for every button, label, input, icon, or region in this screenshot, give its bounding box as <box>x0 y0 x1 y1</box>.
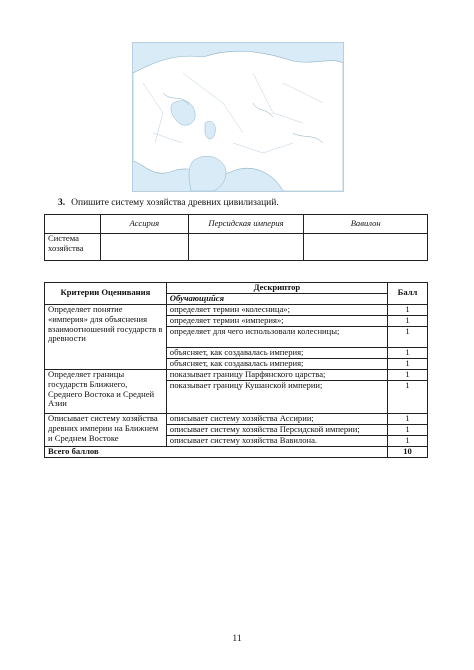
rubric-subheader: Обучающийся <box>166 293 387 304</box>
descriptor-cell: показывает границу Кушанской империи; <box>166 380 387 413</box>
rubric-header-criteria: Критерии Оценивания <box>45 283 167 305</box>
rubric-header-descriptor: Дескриптор <box>166 283 387 294</box>
answer-table-corner <box>45 215 101 234</box>
answer-cell-assyria[interactable] <box>100 234 188 261</box>
answer-table-header-assyria: Ассирия <box>100 215 188 234</box>
score-cell: 1 <box>388 413 428 424</box>
rubric-table <box>44 282 428 458</box>
criterion-cell: Определяет понятие «империя» для объяснения взаимоотношений государств в древности <box>45 304 167 369</box>
descriptor-cell: определяет термин «колесница»; <box>166 304 387 315</box>
score-cell: 1 <box>388 326 428 347</box>
question-number: 3. <box>58 198 66 208</box>
answer-cell-persia[interactable] <box>188 234 304 261</box>
score-cell: 1 <box>388 369 428 380</box>
outline-map-image <box>132 42 344 192</box>
rubric-header-score: Балл <box>388 283 428 305</box>
score-cell: 1 <box>388 424 428 435</box>
question-text: Опишите систему хозяйства древних цивилизаций. <box>71 198 279 208</box>
score-cell: 1 <box>388 347 428 358</box>
descriptor-cell: описывает систему хозяйства Вавилона. <box>166 435 387 446</box>
answer-cell-babylon[interactable] <box>304 234 428 261</box>
descriptor-cell: показывает границу Парфянского царства; <box>166 369 387 380</box>
score-cell: 1 <box>388 315 428 326</box>
answer-table-header-persia: Персидская империя <box>188 215 304 234</box>
descriptor-cell: объясняет, как создавалась империя; <box>166 347 387 358</box>
criterion-cell: Описывает систему хозяйства древних империи на Ближнем и Среднем Востоке <box>45 413 167 446</box>
descriptor-cell: определяет термин «империя»; <box>166 315 387 326</box>
score-cell: 1 <box>388 435 428 446</box>
criterion-cell: Определяет границы государств Ближнего, Среднего Востока и Средней Азии <box>45 369 167 413</box>
total-label: Всего баллов <box>45 446 388 457</box>
score-cell: 1 <box>388 358 428 369</box>
answer-table-row-label: Система хозяйства <box>45 234 101 261</box>
question-line <box>58 198 279 208</box>
descriptor-cell: описывает систему хозяйства Ассирии; <box>166 413 387 424</box>
descriptor-cell: определяет для чего использовали колесницы; <box>166 326 387 347</box>
descriptor-cell: описывает систему хозяйства Персидской империи; <box>166 424 387 435</box>
total-score: 10 <box>388 446 428 457</box>
answer-table <box>44 214 428 261</box>
score-cell: 1 <box>388 380 428 413</box>
descriptor-cell: объясняет, как создавалась империя; <box>166 358 387 369</box>
answer-table-header-babylon: Вавилон <box>304 215 428 234</box>
score-cell: 1 <box>388 304 428 315</box>
page-number: 11 <box>232 634 242 644</box>
